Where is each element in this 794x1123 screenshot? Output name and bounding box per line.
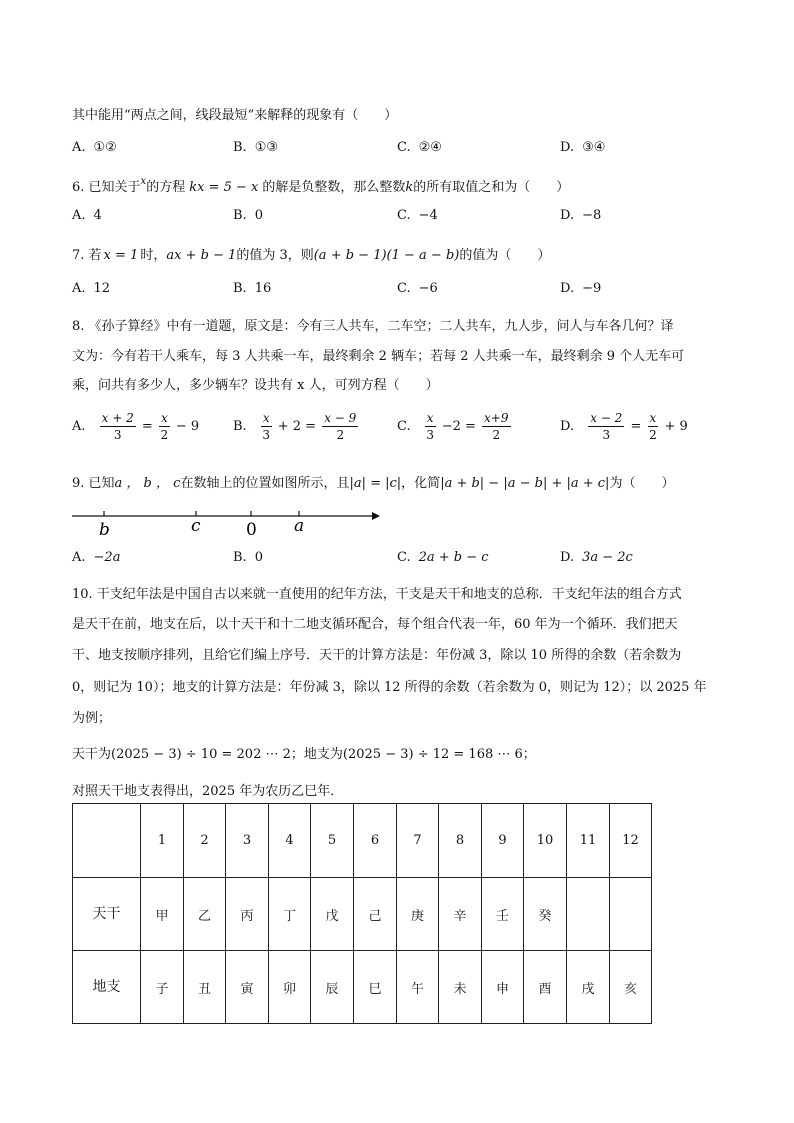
option-label: B. [233, 140, 247, 155]
fraction-numerator: x+9 [484, 411, 509, 425]
number-line [72, 505, 382, 537]
fraction-numerator: x − 2 [590, 411, 623, 425]
q5-option-b[interactable] [233, 140, 278, 155]
table-cell: 申 [482, 951, 524, 1024]
option-label: B. [233, 419, 247, 434]
q6-mid1: 的方程 [146, 180, 186, 195]
option-label: B. [233, 281, 247, 296]
table-cell: 丁 [269, 878, 311, 951]
table-cell: 酉 [524, 951, 567, 1024]
table-cell: 丑 [184, 951, 226, 1024]
table-cell: 7 [397, 804, 439, 878]
q7-condition: x = 1 [103, 248, 139, 263]
ganzhi-table [72, 803, 652, 1024]
table-row-tiangan [73, 878, 652, 951]
q10-line-3: 干、地支按顺序排列，且给它们编上序号．天干的计算方法是：年份减 3，除以 10 所得的余数（若余数为 [72, 648, 682, 663]
option-label: B. [233, 550, 247, 565]
table-cell: 亥 [610, 951, 652, 1024]
q10-line-5: 为例； [72, 711, 112, 726]
table-cell: 巳 [354, 951, 397, 1024]
fraction-numerator: x [426, 411, 434, 425]
q6-mid2: 的解是负整数，那么整数 [262, 180, 406, 195]
option-text: −6 [418, 281, 438, 296]
question-intro: 其中能用“两点之间，线段最短”来解释的现象有（ ） [72, 108, 398, 123]
option-text: −8 [582, 208, 602, 223]
q10-line-4: 0，则记为 10）；地支的计算方法是：年份减 3，除以 12 所得的余数（若余数为 0，则记为 12）；以 2025 年 [72, 680, 707, 695]
q6-option-d[interactable] [560, 208, 601, 223]
table-cell: 5 [311, 804, 354, 878]
q9-condition: |a| = |c| [349, 476, 402, 491]
option-label: C. [397, 140, 411, 155]
q5-option-a[interactable] [72, 140, 117, 155]
fraction-denominator: 2 [492, 428, 501, 442]
table-cell: 11 [567, 804, 610, 878]
q7-option-b[interactable] [233, 281, 271, 296]
expression-tail: + 9 [664, 419, 688, 434]
calc-dizhi: (2025 − 3) ÷ 12 = 168 ⋯ 6 [342, 747, 523, 762]
q8-option-d[interactable] [560, 412, 688, 441]
q10-line-7: 对照天干地支表得出，2025 年为农历乙巳年． [72, 784, 344, 799]
option-text: 16 [254, 281, 272, 296]
q5-option-c[interactable] [397, 140, 442, 155]
q6-var-k: k [405, 180, 414, 195]
row-label-tiangan: 天干 [73, 878, 141, 951]
q7-pre: 7. 若 [72, 248, 102, 263]
table-cell: 乙 [184, 878, 226, 951]
label-a: a [294, 516, 305, 536]
q7-option-c[interactable] [397, 281, 438, 296]
table-cell: 2 [184, 804, 226, 878]
q7-option-d[interactable] [560, 281, 601, 296]
q6-option-b[interactable] [233, 208, 263, 223]
fraction-numerator: x [649, 411, 657, 425]
table-cell: 戌 [567, 951, 610, 1024]
option-text: −2a [93, 550, 121, 565]
label-b: b [99, 520, 110, 537]
fraction-numerator: x [160, 411, 168, 425]
label-c: c [191, 516, 201, 536]
table-cell: 3 [226, 804, 269, 878]
option-label: D. [560, 208, 575, 223]
option-text: ①② [93, 140, 117, 155]
option-text: 2a + b − c [418, 550, 489, 565]
fraction-denominator: 2 [336, 428, 345, 442]
table-cell: 壬 [482, 878, 524, 951]
table-cell: 4 [269, 804, 311, 878]
q6-var-x: x [140, 176, 147, 187]
table-cell: 午 [397, 951, 439, 1024]
q9-pre: 9. 已知 [72, 476, 115, 491]
calc-post: ； [522, 747, 536, 762]
equals-sign: = [630, 419, 642, 434]
option-label: A. [72, 550, 86, 565]
number-line-arrow [372, 512, 380, 520]
option-text: 4 [93, 208, 102, 223]
option-label: D. [560, 419, 575, 434]
table-cell: 6 [354, 804, 397, 878]
table-cell [610, 878, 652, 951]
table-cell: 辰 [311, 951, 354, 1024]
option-text: −9 [582, 281, 602, 296]
q7-stem [72, 244, 550, 263]
q10-line-1: 10. 干支纪年法是中国自古以来就一直使用的纪年方法，干支是天干和地支的总称．干支纪年法的组合方式 [72, 587, 682, 602]
fraction-denominator: 3 [262, 428, 271, 442]
fraction-numerator: x + 2 [101, 411, 134, 425]
option-label: D. [560, 550, 575, 565]
q8-line-1: 8. 《孙子算经》中有一道题，原文是：今有三人共车，二车空；二人共车，九人步，问人与车各几何？译 [72, 319, 674, 334]
calc-pre: 天干为 [72, 747, 112, 762]
q7-expr1: ax + b − 1 [166, 248, 237, 263]
q9-post: 为（ ） [609, 476, 675, 491]
option-label: A. [72, 419, 86, 434]
option-label: D. [560, 281, 575, 296]
q7-mid2: 的值为 3，则 [236, 248, 314, 263]
option-label: B. [233, 208, 247, 223]
q9-option-a[interactable] [72, 550, 120, 565]
q10-calculation [72, 743, 536, 762]
option-text: −4 [418, 208, 438, 223]
q9-mid2: ，化简 [401, 476, 441, 491]
option-text: 12 [93, 281, 111, 296]
q9-option-b[interactable] [233, 550, 263, 565]
table-cell: 10 [524, 804, 567, 878]
option-label: D. [560, 140, 575, 155]
table-cell: 辛 [439, 878, 482, 951]
calc-tiangan: (2025 − 3) ÷ 10 = 202 ⋯ 2 [111, 747, 291, 762]
q6-option-c[interactable] [397, 208, 438, 223]
option-label: C. [397, 419, 411, 434]
equals-sign: = [141, 419, 153, 434]
q5-options [72, 140, 672, 160]
table-cell [567, 878, 610, 951]
q6-post: 的所有取值之和为（ ） [413, 180, 570, 195]
table-cell: 癸 [524, 878, 567, 951]
table-cell: 卯 [269, 951, 311, 1024]
q8-options [72, 411, 688, 448]
table-cell [73, 804, 141, 878]
table-cell: 子 [141, 951, 184, 1024]
table-cell: 寅 [226, 951, 269, 1024]
table-cell: 己 [354, 878, 397, 951]
table-header-row [73, 804, 652, 878]
q9-option-c[interactable] [397, 550, 489, 565]
table-row-dizhi [73, 951, 652, 1024]
option-label: C. [397, 281, 411, 296]
q7-options [72, 281, 672, 301]
table-cell: 1 [141, 804, 184, 878]
q7-post: 的值为（ ） [459, 248, 551, 263]
q6-pre: 6. 已知关于 [72, 180, 141, 195]
q7-mid1: 时， [140, 248, 167, 263]
option-text: ①③ [254, 140, 278, 155]
table-cell: 甲 [141, 878, 184, 951]
option-label: C. [397, 550, 411, 565]
q9-mid1: 在数轴上的位置如图所示，且 [180, 476, 350, 491]
label-zero: 0 [246, 520, 257, 537]
q7-option-a[interactable] [72, 281, 110, 296]
q6-option-a[interactable] [72, 208, 102, 223]
option-text: 0 [254, 208, 263, 223]
q8-option-a[interactable] [72, 412, 199, 441]
q9-expression: |a + b| − |a − b| + |a + c| [440, 476, 610, 491]
q8-line-2: 文为：今有若干人乘车，每 3 人共乘一车，最终剩余 2 辆车；若每 2 人共乘一车，最终剩余 9 个人无车可 [72, 349, 685, 364]
expression-mid: −2 = [441, 419, 476, 434]
table-cell: 庚 [397, 878, 439, 951]
q10-line-2: 是天干在前，地支在后，以十天干和十二地支循环配合，每个组合代表一年，60 年为一个循环．我们把天 [72, 617, 678, 632]
table-cell: 未 [439, 951, 482, 1024]
q6-stem [72, 176, 569, 195]
expression-mid: + 2 = [277, 419, 317, 434]
q8-option-c[interactable] [397, 412, 513, 441]
fraction-denominator: 2 [160, 428, 169, 442]
fraction-denominator: 2 [649, 428, 657, 442]
table-cell: 戊 [311, 878, 354, 951]
option-label: A. [72, 281, 86, 296]
q9-option-d[interactable] [560, 550, 633, 565]
fraction-numerator: x [262, 411, 270, 425]
q9-vars: a ， b ， c [114, 476, 181, 491]
fraction-denominator: 3 [602, 428, 611, 442]
q6-options [72, 208, 672, 228]
option-text: ②④ [418, 140, 442, 155]
row-label-dizhi: 地支 [73, 951, 141, 1024]
q9-stem [72, 472, 674, 491]
option-label: A. [72, 140, 86, 155]
option-label: A. [72, 208, 86, 223]
option-text: 3a − 2c [582, 550, 633, 565]
calc-mid: ；地支为 [290, 747, 343, 762]
q8-option-b[interactable] [233, 412, 360, 441]
expression-tail: − 9 [175, 419, 200, 434]
q5-option-d[interactable] [560, 140, 605, 155]
option-text: ③④ [582, 140, 606, 155]
fraction-denominator: 3 [426, 428, 434, 442]
fraction-denominator: 3 [113, 428, 122, 442]
table-cell: 9 [482, 804, 524, 878]
option-label: C. [397, 208, 411, 223]
q7-expr2: (a + b − 1)(1 − a − b) [313, 248, 460, 263]
q8-line-3: 乘，问共有多少人，多少辆车？设共有 x 人，可列方程（ ） [72, 378, 439, 393]
option-text: 0 [254, 550, 263, 565]
fraction-numerator: x − 9 [324, 411, 357, 425]
table-cell: 丙 [226, 878, 269, 951]
q6-equation: kx = 5 − x [189, 180, 259, 195]
q9-options [72, 550, 672, 570]
table-cell: 8 [439, 804, 482, 878]
table-cell: 12 [610, 804, 652, 878]
